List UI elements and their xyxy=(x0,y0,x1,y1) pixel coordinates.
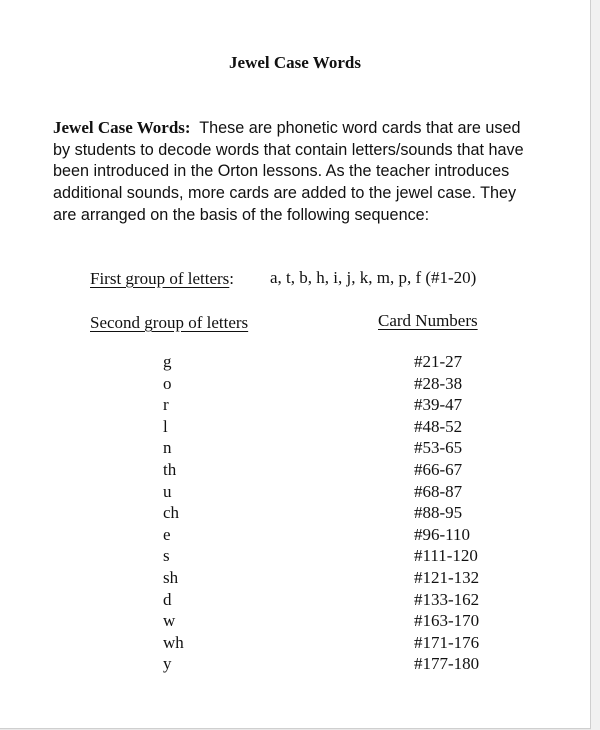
sequence-letter: n xyxy=(163,438,172,458)
page-scrollbar[interactable] xyxy=(591,0,600,730)
card-number: #177-180 xyxy=(414,654,480,674)
second-group-label: Second group of letters xyxy=(90,313,249,332)
card-number: #68-87 xyxy=(414,481,463,501)
list-item xyxy=(0,503,590,525)
first-group-heading xyxy=(90,269,234,289)
list-item xyxy=(0,482,590,504)
intro-line: by students to decode words that contain letters/sounds that have xyxy=(53,140,524,159)
list-item xyxy=(0,611,590,633)
card-number: #39-47 xyxy=(414,395,463,415)
intro-line: been introduced in the Orton lessons. As the teacher introduces xyxy=(53,162,510,181)
list-item xyxy=(0,417,590,439)
intro-lead: Jewel Case Words: xyxy=(53,118,191,137)
card-number: #111-120 xyxy=(414,546,478,566)
sequence-letter: e xyxy=(163,524,171,544)
list-item xyxy=(0,546,590,568)
list-item xyxy=(0,460,590,482)
list-item xyxy=(0,438,590,460)
sequence-letter: ch xyxy=(163,503,180,523)
sequence-letter: wh xyxy=(163,632,184,652)
intro-line: are arranged on the basis of the following sequence: xyxy=(53,205,430,224)
intro-line: additional sounds, more cards are added to the jewel case. They xyxy=(53,184,517,203)
sequence-letter: th xyxy=(163,459,177,479)
list-item xyxy=(0,590,590,612)
sequence-letter: l xyxy=(163,416,168,436)
card-number: #28-38 xyxy=(414,373,463,393)
card-number: #171-176 xyxy=(414,632,480,652)
list-item xyxy=(0,633,590,655)
sequence-letter: o xyxy=(163,373,172,393)
first-group-colon: : xyxy=(229,269,235,288)
list-item xyxy=(0,374,590,396)
list-item xyxy=(0,568,590,590)
card-numbers-header: Card Numbers xyxy=(378,311,478,330)
card-number: #53-65 xyxy=(414,438,463,458)
letter-sequence-list xyxy=(0,352,590,676)
card-number: #133-162 xyxy=(414,589,480,609)
card-number: #96-110 xyxy=(414,524,471,544)
list-item xyxy=(0,352,590,374)
sequence-letter: s xyxy=(163,546,170,566)
intro-line: These are phonetic word cards that are used xyxy=(199,119,521,137)
list-item xyxy=(0,654,590,676)
sequence-letter: sh xyxy=(163,567,179,587)
list-item xyxy=(0,395,590,417)
card-number: #88-95 xyxy=(414,503,463,523)
card-number: #48-52 xyxy=(414,416,463,436)
sequence-letter: r xyxy=(163,395,169,415)
card-number: #66-67 xyxy=(414,459,463,479)
list-item xyxy=(0,525,590,547)
sequence-letter: y xyxy=(163,654,172,674)
first-group-letters: a, t, b, h, i, j, k, m, p, f (#1-20) xyxy=(270,268,477,287)
sequence-letter: g xyxy=(163,352,172,371)
card-number: #121-132 xyxy=(414,567,480,587)
sequence-letter: u xyxy=(163,481,172,501)
first-group-label: First group of letters xyxy=(90,269,230,288)
card-number: #21-27 xyxy=(414,352,463,371)
intro-paragraph xyxy=(53,117,573,227)
sequence-letter: w xyxy=(163,611,176,631)
sequence-letter: d xyxy=(163,589,172,609)
card-number: #163-170 xyxy=(414,611,480,631)
page-title: Jewel Case Words xyxy=(229,53,361,72)
